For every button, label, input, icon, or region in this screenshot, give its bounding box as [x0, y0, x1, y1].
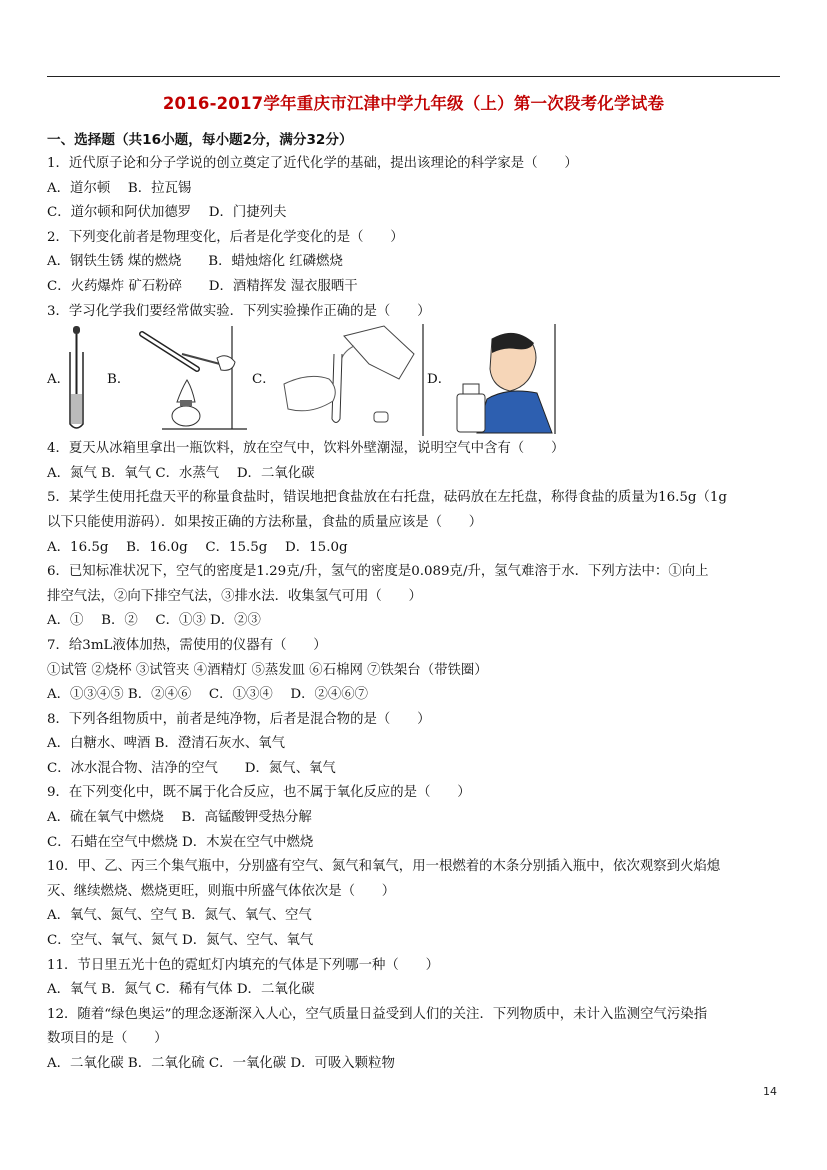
q10-options-ab: A．氧气、氮气、空气 B．氮气、氧气、空气: [47, 908, 312, 924]
figure-c: [252, 324, 452, 434]
q5-options: A．16.5g B．16.0g C．15.5g D．15.0g: [47, 539, 348, 555]
exam-title: 2016-2017学年重庆市江津中学九年级（上）第一次段考化学试卷: [162, 94, 665, 113]
q1-stem: 1．近代原子论和分子学说的创立奠定了近代化学的基础，提出该理论的科学家是（ ）: [47, 156, 578, 171]
q10-options-cd: C．空气、氧气、氮气 D．氮气、空气、氧气: [47, 933, 314, 949]
q12-options: A．二氧化碳 B．二氧化硫 C．一氧化碳 D．可吸入颗粒物: [47, 1056, 395, 1071]
q10-stem-line2: 灭、继续燃烧、燃烧更旺，则瓶中所盛气体依次是（ ）: [47, 883, 396, 899]
q11-options: A．氧气 B．氮气 C．稀有气体 D．二氧化碳: [47, 982, 315, 998]
q6-options: A．① B．② C．①③ D．②③: [47, 613, 261, 629]
q5-stem-line2: 以下只能使用游码）．如果按正确的方法称量，食盐的质量应该是（ ）: [47, 514, 483, 530]
q8-stem: 8．下列各组物质中，前者是纯净物，后者是混合物的是（ ）: [47, 711, 431, 727]
q8-options-ab: A．白糖水、啤酒 B．澄清石灰水、氧气: [47, 736, 286, 752]
section-heading: 一、选择题（共16小题，每小题2分，满分32分）: [47, 132, 353, 148]
q11-stem: 11．节日里五光十色的霓虹灯内填充的气体是下列哪一种（ ）: [47, 957, 439, 973]
q1-options-cd: C．道尔顿和阿伏加德罗 D．门捷列夫: [47, 205, 287, 221]
figure-b-label: B．: [107, 372, 131, 388]
figure-d-label: D．: [427, 372, 452, 388]
pouring-liquid-icon: [274, 324, 424, 436]
q12-stem-line2: 数项目的是（ ）: [47, 1031, 168, 1047]
figure-a: [47, 324, 107, 434]
q10-stem-line1: 10．甲、乙、丙三个集气瓶中，分别盛有空气、氮气和氧气，用一根燃着的木条分别插入瓶中，依次观察到火焰熄: [47, 859, 721, 875]
q4-stem: 4．夏天从冰箱里拿出一瓶饮料，放在空气中，饮料外壁潮湿，说明空气中含有（ ）: [47, 441, 565, 457]
q5-stem-line1: 5．某学生使用托盘天平的称量食盐时，错误地把食盐放在右托盘，砝码放在左托盘，称得食盐的质量为16.5g（1g: [47, 490, 727, 506]
q7-stem: 7．给3mL液体加热，需使用的仪器有（ ）: [47, 637, 327, 653]
smelling-gas-icon: [447, 324, 557, 434]
q2-options-ab: A．钢铁生锈 煤的燃烧 B．蜡烛熔化 红磷燃烧: [47, 254, 343, 270]
q7-items: ①试管 ②烧杯 ③试管夹 ④酒精灯 ⑤蒸发皿 ⑥石棉网 ⑦铁架台（带铁圈）: [47, 662, 488, 678]
dropper-in-tube-icon: [67, 324, 97, 434]
q3-figures: [47, 324, 782, 437]
q2-stem: 2．下列变化前者是物理变化，后者是化学变化的是（ ）: [47, 229, 404, 245]
q8-options-cd: C．冰水混合物、洁净的空气 D．氮气、氧气: [47, 760, 336, 776]
q4-options: A．氮气 B．氧气 C．水蒸气 D．二氧化碳: [47, 465, 315, 481]
figure-c-label: C．: [252, 372, 276, 388]
q3-stem: 3．学习化学我们要经常做实验．下列实验操作正确的是（ ）: [47, 303, 431, 319]
q6-stem-line2: 排空气法，②向下排空气法，③排水法．收集氢气可用（ ）: [47, 588, 422, 604]
q6-stem-line1: 6．已知标准状况下，空气的密度是1.29克/升，氢气的密度是0.089克/升，氢气难溶于水．下列方法中：①向上: [47, 564, 709, 580]
top-rule: [47, 76, 780, 77]
q9-options-cd: C．石蜡在空气中燃烧 D．木炭在空气中燃烧: [47, 834, 314, 850]
figure-a-label: A．: [47, 372, 71, 388]
q7-options: A．①③④⑤ B．②④⑥ C．①③④ D．②④⑥⑦: [47, 687, 369, 703]
q9-stem: 9．在下列变化中，既不属于化合反应，也不属于氧化反应的是（ ）: [47, 785, 471, 801]
q9-options-ab: A．硫在氧气中燃烧 B．高锰酸钾受热分解: [47, 810, 312, 826]
exam-content: [47, 128, 782, 1077]
q1-options-ab: A．道尔顿 B．拉瓦锡: [47, 180, 192, 196]
q12-stem-line1: 12．随着“绿色奥运”的理念逐渐深入人心，空气质量日益受到人们的关注．下列物质中，未计入监测空气污染指: [47, 1006, 708, 1022]
page-number: 14: [763, 1085, 777, 1098]
figure-d: [427, 324, 587, 434]
q2-options-cd: C．火药爆炸 矿石粉碎 D．酒精挥发 湿衣服晒干: [47, 278, 358, 294]
